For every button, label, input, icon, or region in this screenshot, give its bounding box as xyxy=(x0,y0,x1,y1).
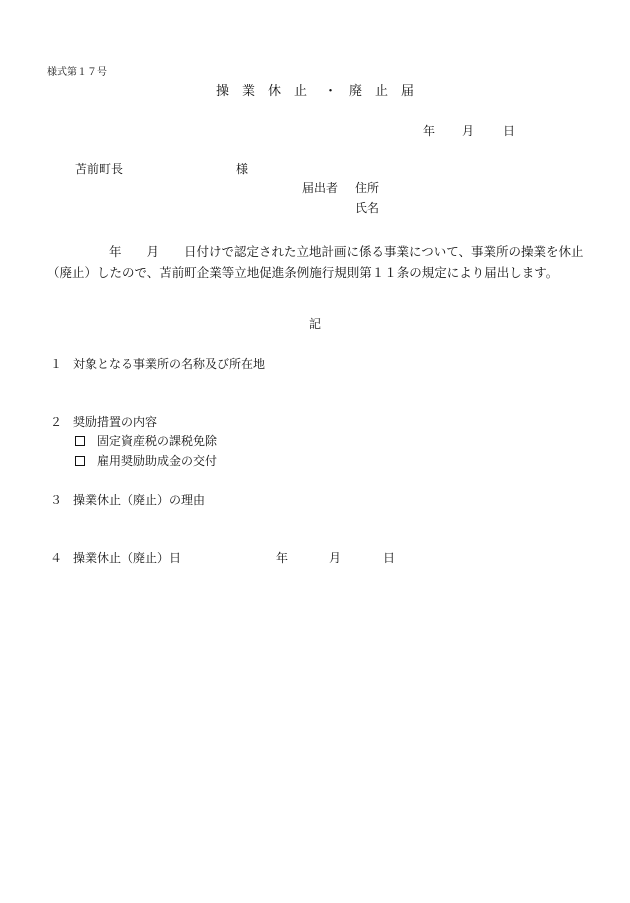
item-1-number: １ xyxy=(50,357,63,371)
item-2-number: ２ xyxy=(50,415,63,429)
date-day-label: 日 xyxy=(503,124,516,138)
measure-label: 雇用奨励助成金の交付 xyxy=(97,454,218,468)
item-2-label: 奨励措置の内容 xyxy=(73,415,158,429)
measure-checkbox-row[interactable] xyxy=(75,455,217,467)
body-paragraph: 年 月 日付けで認定された立地計画に係る事業について、事業所の操業を休止（廃止）したので、苫前町企業等立地促進条例施行規則第１１条の規定により届出します。 xyxy=(47,244,584,280)
item-3-label: 操業休止（廃止）の理由 xyxy=(73,493,206,507)
addressee-honorific: 様 xyxy=(236,162,249,176)
applicant-address-label: 住所 xyxy=(355,181,380,195)
applicant-label: 届出者 xyxy=(302,181,339,195)
ki-heading: 記 xyxy=(309,317,322,331)
item-4-year-label: 年 xyxy=(276,551,289,565)
item-1-label: 対象となる事業所の名称及び所在地 xyxy=(73,357,266,371)
applicant-name-label: 氏名 xyxy=(355,201,380,215)
item-4-month-label: 月 xyxy=(329,551,342,565)
item-3-number: ３ xyxy=(50,493,63,507)
date-month-label: 月 xyxy=(462,124,475,138)
item-4-day-label: 日 xyxy=(383,551,396,565)
measure-label: 固定資産税の課税免除 xyxy=(97,434,218,448)
date-year-label: 年 xyxy=(423,124,436,138)
measure-checkbox-row[interactable] xyxy=(75,435,217,447)
addressee-name: 苫前町長 xyxy=(75,162,124,176)
title-separator: ・ xyxy=(324,84,338,99)
form-number: 様式第１７号 xyxy=(47,67,107,78)
checkbox-icon[interactable] xyxy=(75,456,85,466)
checkbox-icon[interactable] xyxy=(75,436,85,446)
title-part1: 操 業 休 止 xyxy=(216,84,308,99)
item-4-number: ４ xyxy=(50,551,63,565)
title-part2: 廃 止 届 xyxy=(349,84,415,99)
item-4-label: 操業休止（廃止）日 xyxy=(73,551,182,565)
